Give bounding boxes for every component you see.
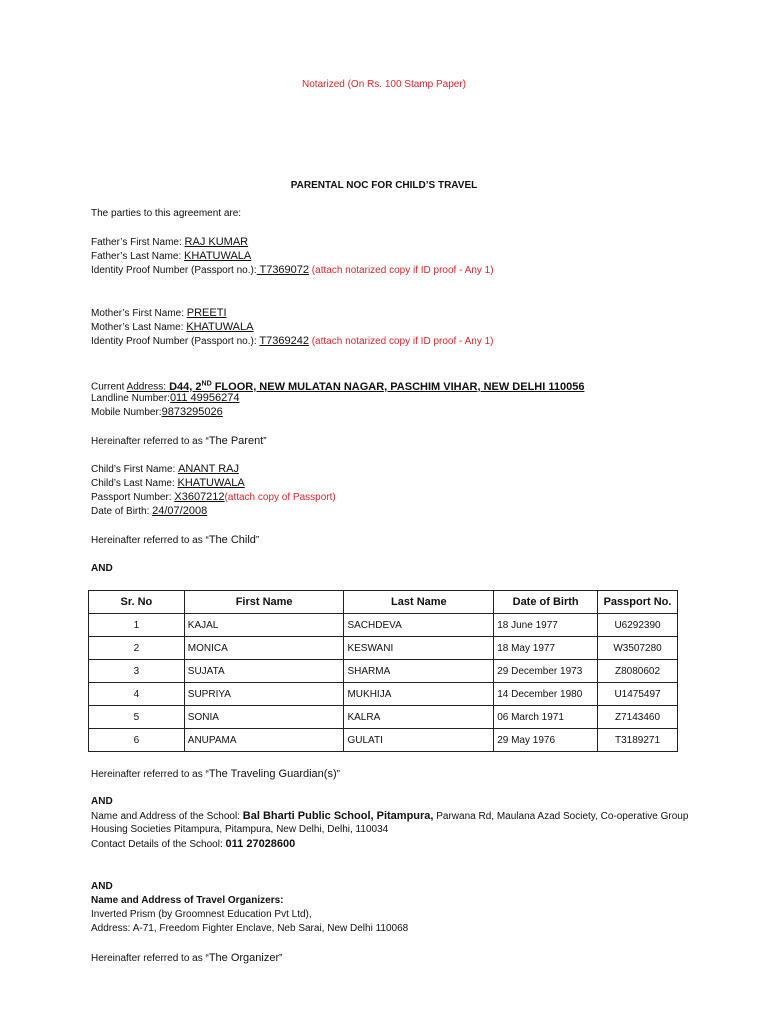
mother-last-value: KHATUWALA: [186, 321, 254, 333]
child-first-name: [91, 462, 239, 477]
parent-ref-term: The Parent: [208, 435, 264, 447]
school-name-address: [91, 809, 688, 824]
and-separator-2: AND: [91, 796, 113, 807]
father-last-value: KHATUWALA: [184, 250, 252, 262]
table-header-row: [89, 591, 678, 614]
father-id-note: (attach notarized copy if ID proof - Any 1): [309, 265, 494, 276]
child-passport-label: Passport Number:: [91, 492, 175, 503]
cell-sr-no: 1: [89, 614, 185, 637]
intro-text: The parties to this agreement are:: [91, 208, 242, 219]
child-last-value: KHATUWALA: [177, 477, 245, 489]
parent-reference: [91, 434, 267, 449]
table-row: [89, 683, 678, 706]
cell-sr-no: 6: [89, 729, 185, 752]
father-id-proof: [91, 263, 494, 278]
father-first-value: RAJ KUMAR: [184, 236, 249, 248]
mobile-number: [91, 405, 223, 420]
mother-id-proof: [91, 334, 493, 349]
cell-sr-no: 5: [89, 706, 185, 729]
father-last-name: [91, 249, 251, 264]
father-id-value: T7369072: [256, 264, 310, 276]
cell-dob: 29 December 1973: [494, 660, 598, 683]
guardians-table: [88, 590, 678, 752]
cell-first-name: ANUPAMA: [184, 729, 344, 752]
father-last-label: Father’s Last Name:: [91, 251, 185, 262]
child-passport-value: X3607212: [174, 491, 225, 503]
organizer-ref-term: The Organizer: [208, 952, 280, 964]
child-first-label: Child’s First Name:: [91, 464, 179, 475]
cell-passport: T3189271: [598, 729, 678, 752]
cell-last-name: KESWANI: [344, 637, 494, 660]
organizer-address: Address: A-71, Freedom Fighter Enclave, Neb Sarai, New Delhi 110068: [91, 923, 409, 934]
school-contact-label: Contact Details of the School:: [91, 839, 226, 850]
mother-last-label: Mother’s Last Name:: [91, 322, 187, 333]
cell-last-name: SACHDEVA: [344, 614, 494, 637]
father-first-label: Father’s First Name:: [91, 237, 185, 248]
cell-last-name: GULATI: [344, 729, 494, 752]
cell-passport: Z8080602: [598, 660, 678, 683]
child-dob: [91, 504, 207, 519]
school-contact-value: 011 27028600: [225, 838, 296, 850]
cell-dob: 06 March 1971: [494, 706, 598, 729]
father-first-name: [91, 235, 248, 250]
child-dob-label: Date of Birth:: [91, 506, 153, 517]
mother-first-value: PREETI: [186, 307, 227, 319]
parent-ref-suffix: ”: [263, 436, 267, 447]
mother-id-label: Identity Proof Number (Passport no.):: [91, 336, 260, 347]
cell-dob: 14 December 1980: [494, 683, 598, 706]
cell-last-name: MUKHIJA: [344, 683, 494, 706]
cell-passport: U1475497: [598, 683, 678, 706]
table-row: [89, 706, 678, 729]
child-ref-suffix: ”: [255, 535, 260, 546]
school-address-line-2: Housing Societies Pitampura, Pitampura, New Delhi, Delhi, 110034: [91, 824, 389, 835]
and-separator-3: AND: [91, 881, 113, 892]
cell-first-name: KAJAL: [184, 614, 344, 637]
cell-last-name: SHARMA: [344, 660, 494, 683]
guardian-ref-term: The Traveling Guardian(s): [208, 768, 337, 780]
cell-last-name: KALRA: [344, 706, 494, 729]
landline-label: Landline Number:: [91, 393, 170, 404]
header-passport: Passport No.: [598, 591, 678, 614]
cell-first-name: SUJATA: [184, 660, 344, 683]
cell-sr-no: 2: [89, 637, 185, 660]
parent-ref-prefix: Hereinafter referred to as “: [91, 436, 209, 447]
father-id-label: Identity Proof Number (Passport no.):: [91, 265, 257, 276]
landline-number: [91, 391, 239, 406]
cell-sr-no: 3: [89, 660, 185, 683]
child-reference: [91, 533, 259, 548]
organizer-name: Inverted Prism (by Groomnest Education Pvt Ltd),: [91, 909, 312, 920]
cell-passport: U6292390: [598, 614, 678, 637]
cell-first-name: SONIA: [184, 706, 344, 729]
mother-id-value: T7369242: [259, 335, 309, 347]
organizer-heading: Name and Address of Travel Organizers:: [91, 895, 284, 906]
child-passport-note: (attach copy of Passport): [224, 492, 336, 503]
child-last-label: Child’s Last Name:: [91, 478, 178, 489]
mother-id-note: (attach notarized copy if ID proof - Any 1): [308, 336, 494, 347]
table-row: [89, 637, 678, 660]
cell-dob: 18 May 1977: [494, 637, 598, 660]
mobile-label: Mobile Number:: [91, 407, 162, 418]
child-dob-value: 24/07/2008: [152, 505, 208, 517]
cell-first-name: SUPRIYA: [184, 683, 344, 706]
organizer-reference: [91, 951, 282, 966]
child-first-value: ANANT RAJ: [178, 463, 239, 475]
school-name: Bal Bharti Public School, Pitampura,: [242, 810, 434, 822]
mobile-value: 9873295026: [161, 406, 223, 418]
organizer-ref-suffix: ”: [279, 953, 283, 964]
child-passport: [91, 490, 336, 505]
child-last-name: [91, 476, 245, 491]
cell-sr-no: 4: [89, 683, 185, 706]
mother-first-name: [91, 306, 227, 321]
table-row: [89, 614, 678, 637]
address-value-sup: ND: [201, 380, 212, 387]
cell-first-name: MONICA: [184, 637, 344, 660]
cell-dob: 18 June 1977: [494, 614, 598, 637]
mother-first-label: Mother’s First Name:: [91, 308, 187, 319]
header-dob: Date of Birth: [494, 591, 598, 614]
school-contact: [91, 837, 295, 852]
header-last-name: Last Name: [344, 591, 494, 614]
document-title: PARENTAL NOC FOR CHILD’S TRAVEL: [290, 180, 478, 191]
notarized-header: Notarized (On Rs. 100 Stamp Paper): [302, 79, 466, 90]
address-label-prefix: Current: [91, 381, 127, 393]
child-ref-prefix: Hereinafter referred to as “: [91, 535, 209, 546]
table-row: [89, 660, 678, 683]
school-label: Name and Address of the School:: [91, 811, 243, 822]
cell-dob: 29 May 1976: [494, 729, 598, 752]
address-label: Address:: [126, 381, 167, 393]
address-value-a: D44, 2: [166, 380, 202, 393]
landline-value: 011 49956274: [169, 392, 240, 404]
mother-last-name: [91, 320, 253, 335]
header-sr-no: Sr. No: [89, 591, 185, 614]
address-value-b: FLOOR, NEW MULATAN NAGAR, PASCHIM VIHAR, NEW DELHI 110056: [211, 380, 585, 393]
guardian-ref-prefix: Hereinafter referred to as “: [91, 769, 209, 780]
guardian-ref-suffix: ”: [336, 769, 340, 780]
cell-passport: Z7143460: [598, 706, 678, 729]
guardian-reference: [91, 767, 340, 782]
table-row: [89, 729, 678, 752]
child-ref-term: The Child: [208, 534, 256, 546]
and-separator-1: AND: [91, 563, 113, 574]
organizer-ref-prefix: Hereinafter referred to as “: [91, 953, 209, 964]
school-address-1: Parwana Rd, Maulana Azad Society, Co-operative Group: [433, 811, 689, 822]
header-first-name: First Name: [184, 591, 344, 614]
cell-passport: W3507280: [598, 637, 678, 660]
